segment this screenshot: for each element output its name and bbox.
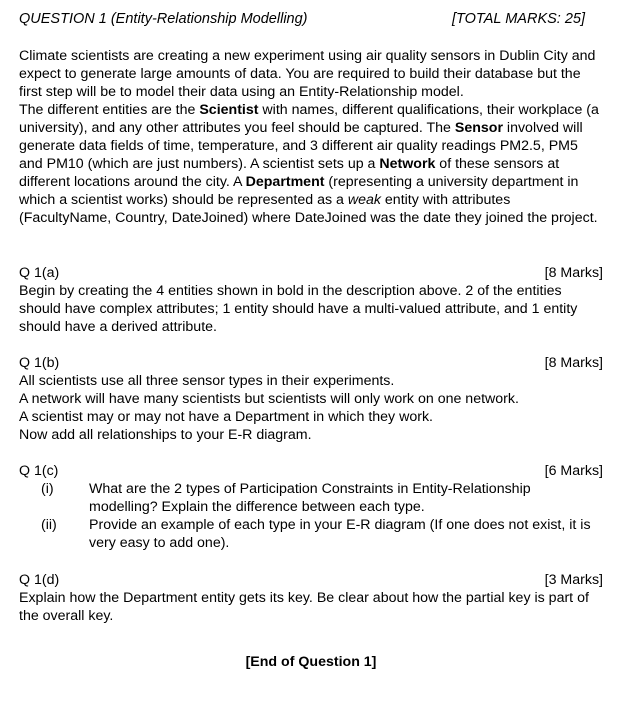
- intro-section: [19, 47, 603, 227]
- sub-question-number: (i): [41, 481, 54, 497]
- question-1a: [19, 264, 603, 336]
- entity-department: Department: [245, 174, 325, 190]
- sub-question: [19, 516, 603, 552]
- question-line: A network will have many scientists but scientists will only work on one network.: [19, 391, 519, 407]
- question-line: All scientists use all three sensor types in their experiments.: [19, 373, 395, 389]
- question-text: Begin by creating the 4 entities shown in bold in the description above. 2 of the entities should have complex attributes; 1 entity should have a multi-valued attribute, and 1 entity should have a derived attribute.: [19, 283, 578, 335]
- intro-paragraph-2: [19, 101, 603, 227]
- end-of-question: [End of Question 1]: [245, 654, 377, 670]
- question-marks: [8 Marks]: [544, 265, 603, 281]
- question-line: Now add all relationships to your E-R diagram.: [19, 427, 312, 443]
- text-run: (representing a university department in which a scientist works) should be represented as a: [19, 174, 579, 208]
- sub-question-text: Provide an example of each type in your E-R diagram (If one does not exist, it is very easy to add one).: [89, 517, 591, 551]
- entity-scientist: Scientist: [199, 102, 259, 118]
- sub-question-text: What are the 2 types of Participation Constraints in Entity-Relationship modelling? Explain the difference between each type.: [89, 481, 531, 515]
- question-1b: [19, 354, 603, 444]
- text-run: involved will generate data fields of time, temperature, and 3 different air quality readings PM2.5, PM5 and PM10 (which are just numbers). A scientist sets up a: [19, 120, 583, 172]
- text-run: of these sensors at different locations around the city. A: [19, 156, 560, 190]
- weak-emphasis: weak: [347, 192, 381, 208]
- question-marks: [8 Marks]: [544, 355, 603, 371]
- total-marks: [TOTAL MARKS: 25]: [452, 11, 585, 27]
- question-title: QUESTION 1 (Entity-Relationship Modelling): [19, 11, 308, 27]
- text-run: The different entities are the: [19, 102, 200, 118]
- sub-question-list: [19, 480, 603, 552]
- question-marks: [6 Marks]: [544, 463, 603, 479]
- question-text: Explain how the Department entity gets its key. Be clear about how the partial key is part of the overall key.: [19, 590, 589, 624]
- intro-paragraph-1: Climate scientists are creating a new experiment using air quality sensors in Dublin City and expect to generate large amounts of data. You are required to build their database but the first step will be to model their data using an Entity-Relationship model.: [19, 48, 596, 100]
- question-label: Q 1(a): [19, 265, 60, 281]
- entity-network: Network: [379, 156, 436, 172]
- entity-sensor: Sensor: [454, 120, 503, 136]
- question-marks: [3 Marks]: [544, 572, 603, 588]
- sub-question-number: (ii): [41, 517, 57, 533]
- question-label: Q 1(b): [19, 355, 60, 371]
- question-page: [19, 10, 603, 671]
- text-run: with names, different qualifications, their workplace (a university), and any other attributes you feel should be captured. The: [19, 102, 599, 136]
- question-line: A scientist may or may not have a Department in which they work.: [19, 409, 433, 425]
- question-label: Q 1(c): [19, 463, 59, 479]
- text-run: entity with attributes (FacultyName, Country, DateJoined) where DateJoined was the date they joined the project.: [19, 192, 598, 226]
- question-1c: [19, 462, 603, 552]
- question-1d: [19, 571, 603, 625]
- question-header: [19, 10, 603, 28]
- question-label: Q 1(d): [19, 572, 60, 588]
- sub-question: [19, 480, 603, 516]
